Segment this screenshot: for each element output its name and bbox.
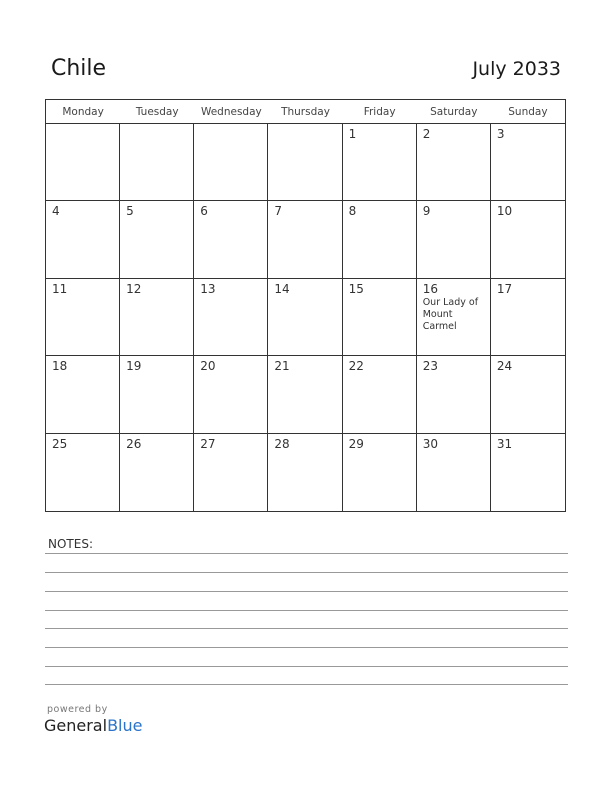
weekday-header: Saturday <box>417 100 491 124</box>
day-number: 23 <box>422 359 438 374</box>
day-cell <box>491 356 565 433</box>
brand-blue: Blue <box>107 716 143 735</box>
day-number: 16 <box>422 281 438 296</box>
day-number: 6 <box>200 204 208 219</box>
day-cell <box>120 279 194 356</box>
day-cell <box>120 434 194 511</box>
notes-label: NOTES: <box>48 537 93 551</box>
day-cell <box>417 434 491 511</box>
note-line <box>45 684 568 685</box>
day-cell <box>491 279 565 356</box>
day-cell <box>46 279 120 356</box>
weekday-header: Wednesday <box>194 100 268 124</box>
day-cell <box>343 279 417 356</box>
day-cell <box>417 279 491 356</box>
day-number: 8 <box>348 204 357 219</box>
day-number: 5 <box>126 204 134 219</box>
day-number: 20 <box>200 359 216 374</box>
day-number: 13 <box>200 281 216 296</box>
day-number: 19 <box>126 359 142 374</box>
weekday-header: Friday <box>343 100 417 124</box>
powered-by-text: powered by <box>47 704 108 715</box>
day-number: 3 <box>496 127 505 141</box>
day-cell <box>491 201 565 278</box>
weekday-header: Thursday <box>268 100 342 124</box>
day-cell <box>46 434 120 511</box>
day-cell <box>491 434 565 511</box>
day-number: 12 <box>126 281 142 296</box>
calendar-grid <box>45 99 566 512</box>
day-cell <box>120 356 194 433</box>
day-number: 18 <box>52 359 68 374</box>
day-number: 28 <box>274 436 290 451</box>
day-number: 22 <box>348 359 364 374</box>
holiday-label: Our Lady of Mount Carmel <box>422 296 479 332</box>
brand-logo <box>44 716 142 735</box>
day-cell <box>268 124 342 201</box>
note-line <box>45 628 568 629</box>
day-number: 17 <box>496 281 513 296</box>
day-cell <box>46 124 120 201</box>
day-cell <box>417 356 491 433</box>
day-cell <box>268 279 342 356</box>
day-cell <box>194 201 268 278</box>
day-cell <box>194 356 268 433</box>
day-cell <box>343 201 417 278</box>
day-cell <box>46 201 120 278</box>
day-number: 14 <box>274 281 290 296</box>
day-number: 10 <box>496 204 513 219</box>
weekday-header: Tuesday <box>120 100 194 124</box>
weekday-header: Sunday <box>491 100 565 124</box>
day-cell <box>491 124 565 201</box>
day-number: 30 <box>422 436 438 451</box>
day-number: 21 <box>274 359 290 374</box>
brand-general: General <box>44 716 108 735</box>
note-line <box>45 610 568 611</box>
day-cell <box>120 124 194 201</box>
day-number: 24 <box>496 359 513 374</box>
day-cell <box>268 356 342 433</box>
day-cell <box>417 201 491 278</box>
day-number: 9 <box>422 204 431 219</box>
day-cell <box>46 356 120 433</box>
day-cell <box>268 201 342 278</box>
month-title: July 2033 <box>472 58 561 80</box>
day-number: 26 <box>126 436 142 451</box>
note-line <box>45 572 568 573</box>
note-line <box>45 666 568 667</box>
note-line <box>45 647 568 648</box>
day-cell <box>343 124 417 201</box>
day-number: 7 <box>274 204 283 219</box>
day-cell <box>194 279 268 356</box>
day-cell <box>343 434 417 511</box>
day-number: 2 <box>422 127 431 141</box>
note-line <box>45 591 568 592</box>
day-cell <box>194 434 268 511</box>
country-title: Chile <box>51 56 107 81</box>
day-number: 29 <box>348 436 364 451</box>
weekday-header: Monday <box>46 100 120 124</box>
note-line <box>45 553 568 554</box>
day-number: 31 <box>496 436 513 451</box>
day-cell <box>194 124 268 201</box>
day-number: 4 <box>52 204 60 219</box>
day-number: 15 <box>348 281 364 296</box>
day-number: 25 <box>52 436 68 451</box>
day-cell <box>120 201 194 278</box>
day-number: 1 <box>348 127 357 141</box>
day-cell <box>417 124 491 201</box>
day-cell <box>343 356 417 433</box>
day-cell <box>268 434 342 511</box>
day-number: 11 <box>52 281 68 296</box>
day-number: 27 <box>200 436 216 451</box>
